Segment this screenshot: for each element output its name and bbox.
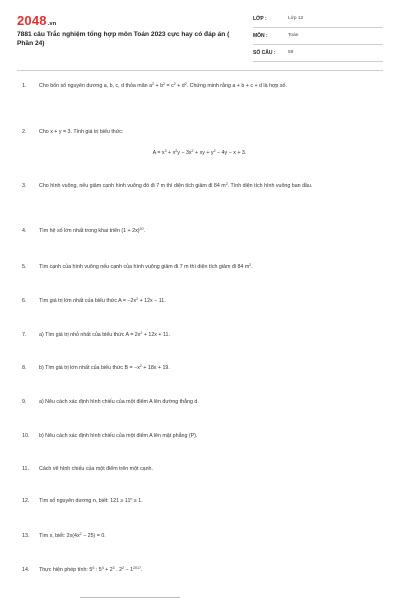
header-divider [17,70,383,71]
meta-class: LỚP : Lớp 12 [253,14,383,28]
bottom-divider [80,597,180,598]
meta-info [253,14,383,65]
formula-q2: $A = x^3 + x^2y - 3x^2$ + xy + $y^2 - 4y - x + 3$. [152,149,247,156]
meta-subject: MÔN : Toán [253,31,383,45]
meta-question-count: SỐ CÂU : 59 [253,48,383,62]
worksheet-page: 2048.vn 7881 câu Trắc nghiệm tổng hợp môn Toán 2023 cực hay có đáp án ( Phần 24) LỚP : Lớp 12 MÔN : Toán SỐ CÂU : 59 1. Cho bốn số nguyên dương a, b, c, d thỏa mãn $a^2 + b^2 = c^2 + d^2$. Chứng minh rằng a + b + c + d là hợp số. 2. Cho x + y = 3. Tính giá trị biểu thức: $A = x^3 + x^2y - 3x^2$ + xy + $y^2 - 4y - x + 3$. 3. Cho hình vuông, nếu giảm cạnh hình vuông đó đi 7 m thì diện tích giảm đi 84 $m^2$. Tính diện tích hình vuông ban đầu. 4. Tìm hệ số lớn nhất trong khai triển $(1 + 2x)^{20}$. 5. Tìm cạnh của hình vuông nếu cạnh của hình vuông giảm đi 7 m thì diện tích giảm đi 84 $m^2$. 6. Tìm giá trị lớn nhất của biểu thức $A = -2x^2 + 12x - 11$. 7. a) Tìm giá trị nhỏ nhất của biểu thức $A = 2x^2 + 12x + 11$. 8. b) Tìm giá trị lớn nhất của biểu thức $B = -x^2 + 18x + 19$. 9. a) Nêu cách xác định hình chiếu của một điểm A lên đường thẳng d. 10. b) Nêu cách xác định hình chiếu của một điểm A lên mặt phẳng (P). 11. Cách vẽ hình chiếu của một điểm trên một cạnh. 12. Tìm số nguyên dương n, biết: $121 \ge 11^n \ge 1$. 13. Tìm x, biết: $2x(4x^2 - 25) = 0$. 14. Thực hiện phép tính: $5^6$ : $5^4 + 2^3$ . $2^2 - 1^{2017}$. [0,0,400,600]
page-title: 7881 câu Trắc nghiệm tổng hợp môn Toán 2023 cực hay có đáp án ( Phần 24) [17,31,230,47]
page-header [0,0,400,66]
site-logo[interactable]: 2048.vn [17,13,57,28]
